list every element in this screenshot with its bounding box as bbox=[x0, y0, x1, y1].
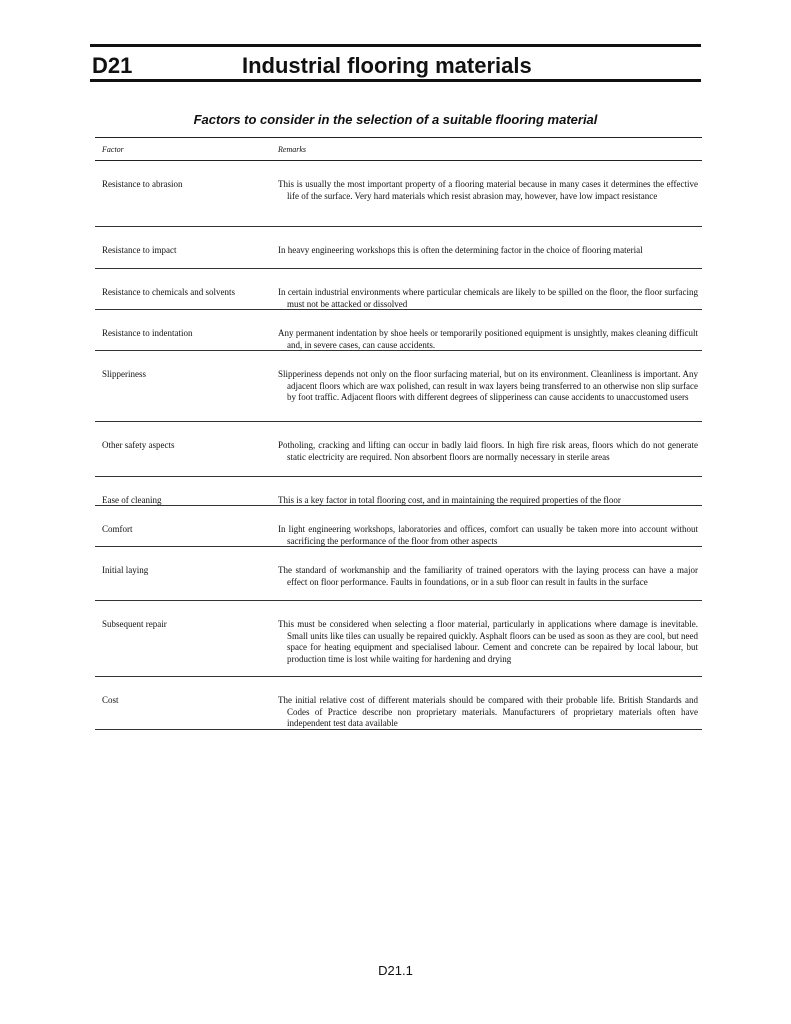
remarks-cell: This must be considered when selecting a floor material, particularly in applications where damage is inevitable. Small units like tiles can usually be repaired quickly. Asphalt floors can be used as soon as they are cool, but need space for heating equipment and specialised labour. Cement and concrete can be repaired by local labour, but production time is lost while waiting for hardening and drying bbox=[278, 619, 698, 664]
remarks-cell: In heavy engineering workshops this is often the determining factor in the choice of flooring material bbox=[278, 245, 643, 255]
factor-cell: Cost bbox=[102, 695, 119, 705]
table-row bbox=[95, 601, 702, 677]
factor-cell: Resistance to abrasion bbox=[102, 179, 183, 189]
column-header-factor: Factor bbox=[102, 144, 124, 154]
table-row bbox=[95, 161, 702, 227]
factor-cell: Comfort bbox=[102, 524, 133, 534]
remarks-cell: This is a key factor in total flooring cost, and in maintaining the required properties of the floor bbox=[278, 495, 621, 505]
page-header bbox=[90, 44, 701, 82]
factor-cell: Slipperiness bbox=[102, 369, 146, 379]
table-row bbox=[95, 351, 702, 422]
remarks-cell: In light engineering workshops, laboratories and offices, comfort can usually be taken more into account without sacrificing the performance of the floor from other aspects bbox=[278, 524, 698, 546]
factor-cell: Subsequent repair bbox=[102, 619, 167, 629]
table-row bbox=[95, 547, 702, 601]
remarks-cell: The standard of workmanship and the familiarity of trained operators with the laying process can have a major effect on floor performance. Faults in foundations, or in a sub floor can result in faults in the surface bbox=[278, 565, 698, 587]
remarks-cell: The initial relative cost of different materials should be compared with their probable life. British Standards and Codes of Practice describe non proprietary materials. Manufacturers of proprietary materials often have independent test data available bbox=[278, 695, 698, 728]
factor-cell: Resistance to impact bbox=[102, 245, 177, 255]
table-header bbox=[95, 138, 702, 161]
table-row bbox=[95, 422, 702, 477]
table-row bbox=[95, 227, 702, 269]
remarks-cell: Slipperiness depends not only on the floor surfacing material, but on its environment. Cleanliness is important. Any adjacent floors which are wax polished, can result in wax layers being transferred to an otherwise non slip surface by foot traffic. Adjacent floors with different degrees of slipperiness can cause accidents to unaccustomed users bbox=[278, 369, 698, 402]
factor-cell: Initial laying bbox=[102, 565, 149, 575]
factors-table bbox=[95, 137, 702, 730]
table-row bbox=[95, 477, 702, 506]
remarks-cell: In certain industrial environments where particular chemicals are likely to be spilled on the floor, the floor surfacing must not be attacked or dissolved bbox=[278, 287, 698, 309]
page-title: Industrial flooring materials bbox=[242, 53, 532, 78]
section-code: D21 bbox=[92, 53, 133, 78]
table-row bbox=[95, 310, 702, 351]
factor-cell: Other safety aspects bbox=[102, 440, 175, 450]
factor-cell: Resistance to indentation bbox=[102, 328, 193, 338]
factor-cell: Resistance to chemicals and solvents bbox=[102, 287, 235, 297]
table-caption: Factors to consider in the selection of a suitable flooring material bbox=[193, 112, 598, 127]
remarks-cell: Any permanent indentation by shoe heels or temporarily positioned equipment is unsightly, makes cleaning difficult and, in severe cases, can cause accidents. bbox=[278, 328, 698, 350]
table-row bbox=[95, 677, 702, 730]
column-header-remarks: Remarks bbox=[278, 144, 306, 154]
remarks-cell: Potholing, cracking and lifting can occur in badly laid floors. In high fire risk areas, floors which do not generate static electricity are required. Non absorbent floors are normally necessary in sterile areas bbox=[278, 440, 698, 462]
table-row bbox=[95, 506, 702, 547]
page-number: D21.1 bbox=[378, 963, 413, 978]
table-row bbox=[95, 269, 702, 310]
factor-cell: Ease of cleaning bbox=[102, 495, 162, 505]
remarks-cell: This is usually the most important property of a flooring material because in many cases it determines the effective life of the surface. Very hard materials which resist abrasion may, however, have low impact resistance bbox=[278, 179, 698, 201]
